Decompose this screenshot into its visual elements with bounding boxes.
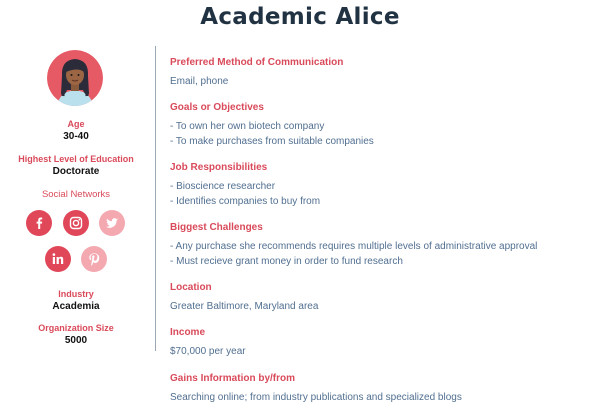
section-information-sources <box>170 372 590 405</box>
org-size-value: 5000 <box>64 335 88 346</box>
section-line: - To own her own biotech company <box>170 121 325 132</box>
section-body <box>170 74 590 89</box>
persona-details <box>170 0 590 420</box>
column-divider <box>155 46 156 351</box>
org-size-label: Organization Size <box>38 323 114 333</box>
section-body <box>170 119 590 149</box>
section-challenges <box>170 221 590 269</box>
age-value: 30-40 <box>63 131 89 142</box>
education-block <box>0 153 152 178</box>
education-value: Doctorate <box>52 166 100 177</box>
section-body <box>170 179 590 209</box>
section-income <box>170 326 590 359</box>
page-title: Academic Alice <box>200 4 400 30</box>
industry-block <box>0 288 152 313</box>
section-line: $70,000 per year <box>170 346 246 357</box>
section-heading: Gains Information by/from <box>170 373 296 384</box>
section-line: Searching online; from industry publications and specialized blogs <box>170 392 462 403</box>
linkedin-icon[interactable] <box>45 246 71 272</box>
section-heading: Preferred Method of Communication <box>170 57 344 68</box>
section-line: - To make purchases from suitable companies <box>170 136 374 147</box>
section-line: - Bioscience researcher <box>170 181 276 192</box>
section-body <box>170 239 590 269</box>
persona-sidebar <box>0 0 152 420</box>
age-label: Age <box>67 119 85 129</box>
section-responsibilities <box>170 161 590 209</box>
pinterest-icon[interactable] <box>81 246 107 272</box>
section-heading: Biggest Challenges <box>170 222 263 233</box>
section-heading: Job Responsibilities <box>170 162 268 173</box>
section-line: Email, phone <box>170 76 229 87</box>
facebook-icon[interactable] <box>26 210 52 236</box>
section-body <box>170 344 590 359</box>
section-line: - Identifies companies to buy from <box>170 196 321 207</box>
industry-label: Industry <box>58 289 94 299</box>
section-heading: Location <box>170 282 212 293</box>
persona-avatar-icon <box>47 50 103 106</box>
section-line: - Must recieve grant money in order to fund research <box>170 256 403 267</box>
section-body <box>170 390 590 405</box>
org-size-block <box>0 322 152 347</box>
section-body <box>170 299 590 314</box>
section-communication <box>170 56 590 89</box>
social-networks-label: Social Networks <box>41 189 111 200</box>
section-line: Greater Baltimore, Maryland area <box>170 301 319 312</box>
age-block <box>0 118 152 143</box>
instagram-icon[interactable] <box>63 210 89 236</box>
twitter-icon[interactable] <box>99 210 125 236</box>
section-location <box>170 281 590 314</box>
section-goals <box>170 101 590 149</box>
section-heading: Goals or Objectives <box>170 102 264 113</box>
industry-value: Academia <box>52 301 100 312</box>
education-label: Highest Level of Education <box>18 154 134 164</box>
section-heading: Income <box>170 327 206 338</box>
section-line: - Any purchase she recommends requires multiple levels of administrative approval <box>170 241 538 252</box>
